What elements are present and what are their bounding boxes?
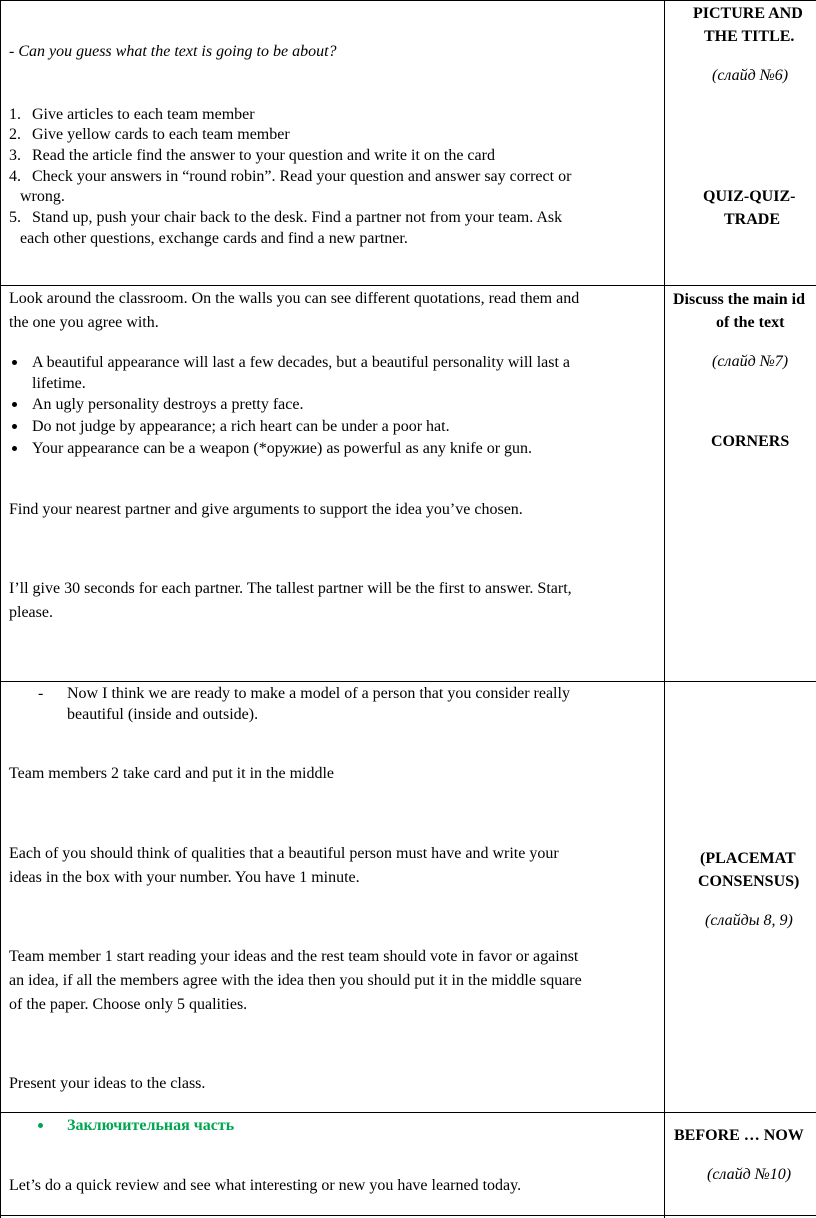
bullet-icon — [12, 446, 17, 451]
think-instruction: ideas in the box with your number. You have 1 minute. — [9, 869, 360, 886]
slide-reference: (слайд №7) — [712, 353, 789, 370]
step-number: 1. — [9, 106, 21, 123]
team-instruction: Team members 2 take card and put it in the middle — [9, 765, 334, 782]
method-name: CONSENSUS) — [698, 873, 800, 890]
method-name: BEFORE … NOW — [674, 1127, 804, 1144]
stage-title: of the text — [716, 314, 785, 331]
step-text: Stand up, push your chair back to the desk. Find a partner not from your team. Ask — [32, 209, 563, 226]
vote-instruction: an idea, if all the members agree with the idea then you should put it in the middle square — [9, 972, 582, 989]
dash-marker: - — [38, 685, 44, 702]
step-number: 4. — [9, 168, 21, 185]
row4-method-cell — [665, 1113, 816, 1215]
vote-instruction: of the paper. Choose only 5 qualities. — [9, 996, 248, 1013]
quote-item: Do not judge by appearance; a rich heart can be under a poor hat. — [32, 418, 450, 435]
method-name: TRADE — [724, 211, 781, 228]
method-name: QUIZ-QUIZ- — [703, 188, 796, 205]
stage-title: PICTURE AND — [693, 5, 803, 22]
step-number: 2. — [9, 126, 21, 143]
bullet-icon — [12, 424, 17, 429]
vote-instruction: Team member 1 start reading your ideas and the rest team should vote in favor or against — [9, 948, 579, 965]
step-text-continued: each other questions, exchange cards and find a new partner. — [20, 230, 408, 247]
present-instruction: Present your ideas to the class. — [9, 1075, 206, 1092]
timing-instruction: I’ll give 30 seconds for each partner. The tallest partner will be the first to answer. Start, — [9, 580, 572, 597]
quotations-intro: Look around the classroom. On the walls you can see different quotations, read them and — [9, 290, 580, 307]
timing-instruction: please. — [9, 604, 53, 621]
step-text: Give articles to each team member — [32, 106, 255, 123]
table-bottom-border — [0, 1215, 816, 1216]
step-number: 5. — [9, 209, 21, 226]
review-instruction: Let’s do a quick review and see what interesting or new you have learned today. — [9, 1177, 522, 1194]
method-name: (PLACEMAT — [700, 850, 796, 867]
method-name: CORNERS — [711, 433, 790, 450]
think-instruction: Each of you should think of qualities that a beautiful person must have and write your — [9, 845, 559, 862]
row3-method-cell — [665, 682, 816, 1112]
step-text: Read the article find the answer to your question and write it on the card — [32, 147, 495, 164]
bullet-icon — [12, 360, 17, 365]
quote-item: Your appearance can be a weapon (*оружие) as powerful as any knife or gun. — [32, 440, 533, 457]
model-instruction: beautiful (inside and outside). — [67, 706, 259, 723]
bullet-icon — [38, 1123, 43, 1128]
step-text: Give yellow cards to each team member — [32, 126, 290, 143]
slide-reference: (слайд №10) — [707, 1166, 792, 1183]
quote-item: A beautiful appearance will last a few decades, but a beautiful personality will last a — [32, 354, 571, 371]
closing-section-heading: Заключительная часть — [67, 1117, 235, 1134]
quote-item: An ugly personality destroys a pretty face. — [32, 396, 304, 413]
row2-method-cell — [665, 286, 816, 681]
step-text-continued: wrong. — [20, 188, 65, 205]
step-number: 3. — [9, 147, 21, 164]
bullet-icon — [12, 402, 17, 407]
quote-item-continued: lifetime. — [32, 375, 86, 392]
slide-reference: (слайды 8, 9) — [705, 912, 793, 929]
quotations-intro: the one you agree with. — [9, 314, 159, 331]
partner-instruction: Find your nearest partner and give arguments to support the idea you’ve chosen. — [9, 501, 523, 518]
guess-question: - Can you guess what the text is going to be about? — [9, 43, 337, 60]
stage-title: Discuss the main id — [673, 291, 806, 308]
row1-method-cell — [665, 1, 816, 285]
table-left-border — [0, 0, 1, 1218]
slide-reference: (слайд №6) — [712, 67, 789, 84]
stage-title: THE TITLE. — [704, 28, 795, 45]
step-text: Check your answers in “round robin”. Read your question and answer say correct or — [32, 168, 572, 185]
model-instruction: Now I think we are ready to make a model of a person that you consider really — [67, 685, 570, 702]
